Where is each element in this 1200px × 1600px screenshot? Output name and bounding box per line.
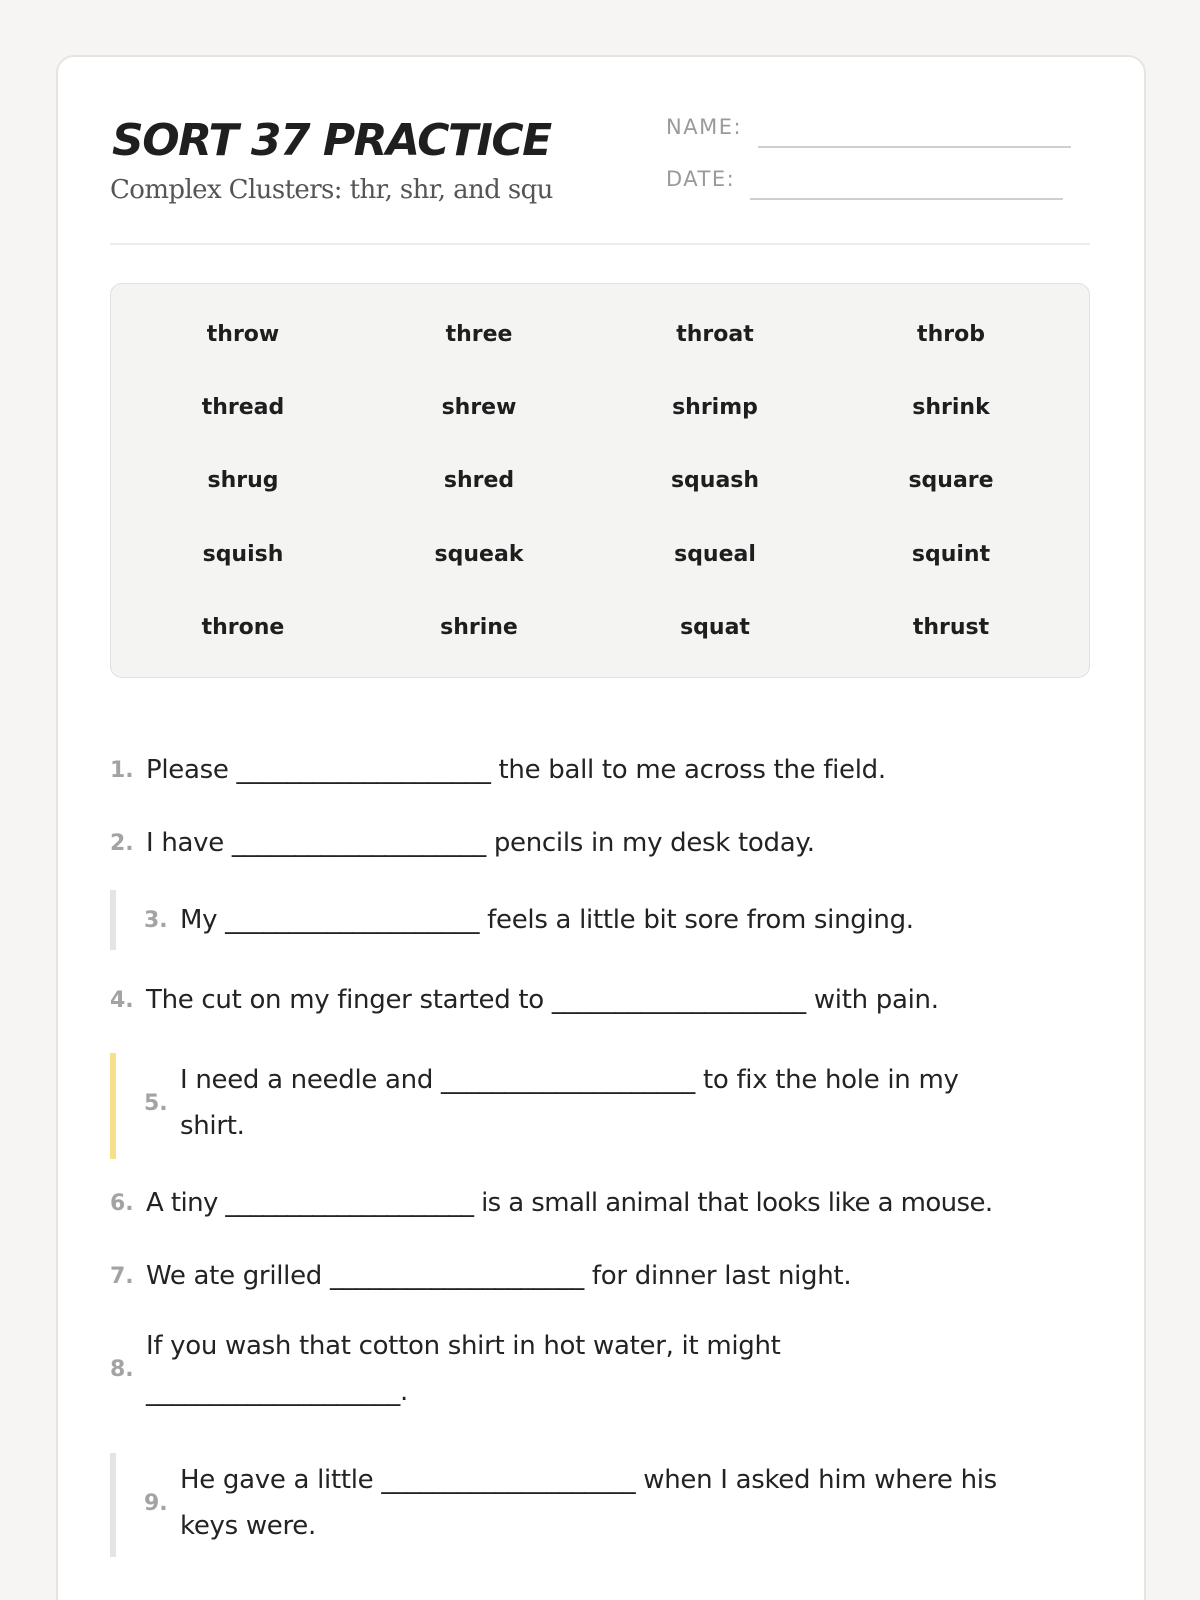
word-bank-word: throat (676, 322, 754, 347)
word-bank-word: three (445, 322, 513, 347)
word-bank-word: shred (443, 468, 515, 493)
word-bank-word: squat (680, 615, 750, 640)
word-bank-word: squash (670, 468, 760, 493)
sentence-text: A tiny ____________________ is a small animal that looks like a mouse. (146, 1188, 993, 1218)
word-bank-word: thread (201, 395, 285, 420)
word-bank-word: shrine (440, 615, 518, 640)
highlight-bar (110, 1453, 116, 1557)
sentence-text: The cut on my finger started to ____________________ with pain. (146, 985, 939, 1015)
sentence-text: My ____________________ feels a little bit sore from singing. (180, 905, 914, 935)
word-bank-word: square (908, 468, 994, 493)
sentence-item (110, 747, 1100, 793)
sentence-item (144, 1057, 1004, 1149)
sentence-text: If you wash that cotton shirt in hot water, it might ____________________. (146, 1331, 781, 1407)
sentence-text: Please ____________________ the ball to me across the field. (146, 755, 886, 785)
worksheet (56, 55, 1146, 1600)
word-bank-word: shrimp (672, 395, 758, 420)
highlight-bar (110, 890, 116, 950)
sentence-text: He gave a little ____________________ when I asked him where his keys were. (180, 1465, 997, 1541)
sentence-number: 5. (144, 1090, 168, 1116)
highlight-bar (110, 1053, 116, 1159)
sentence-number: 1. (110, 757, 134, 783)
word-bank-word: throne (201, 615, 285, 640)
header-divider (110, 243, 1090, 245)
word-bank-word: squish (202, 542, 284, 567)
sentence-item (144, 1457, 1044, 1549)
sentence-number: 9. (144, 1490, 168, 1516)
sentence-number: 8. (110, 1356, 134, 1382)
name-field[interactable] (758, 146, 1071, 148)
sentence-number: 6. (110, 1190, 134, 1216)
word-bank-word: squeal (674, 542, 756, 567)
word-bank-word: thrust (912, 615, 990, 640)
sentence-item (110, 820, 1100, 866)
sentence-text: I need a needle and ____________________ to fix the hole in my shirt. (180, 1065, 959, 1141)
word-bank-word: squint (911, 542, 991, 567)
word-bank-word: squeak (434, 542, 524, 567)
sentence-item (110, 1253, 1100, 1299)
sentence-item (110, 1180, 1130, 1226)
word-bank-word: shrink (912, 395, 990, 420)
name-label: NAME: (666, 115, 743, 139)
sentence-number: 7. (110, 1263, 134, 1289)
sentence-number: 3. (144, 907, 168, 933)
word-bank-word: throb (917, 322, 985, 347)
date-field[interactable] (750, 198, 1063, 200)
sentence-item (110, 1323, 830, 1415)
word-bank-word: throw (206, 322, 280, 347)
word-bank-word: shrug (207, 468, 279, 493)
sentence-item (144, 897, 1094, 943)
word-bank-word: shrew (441, 395, 517, 420)
sentence-number: 4. (110, 987, 134, 1013)
page-title: SORT 37 PRACTICE (112, 115, 551, 166)
word-bank (110, 283, 1090, 678)
sentence-text: I have ____________________ pencils in my desk today. (146, 828, 815, 858)
page-subtitle: Complex Clusters: thr, shr, and squ (110, 175, 553, 205)
date-label: DATE: (666, 167, 736, 191)
sentence-text: We ate grilled ____________________ for dinner last night. (146, 1261, 852, 1291)
sentence-item (110, 977, 1100, 1023)
sentence-number: 2. (110, 830, 134, 856)
